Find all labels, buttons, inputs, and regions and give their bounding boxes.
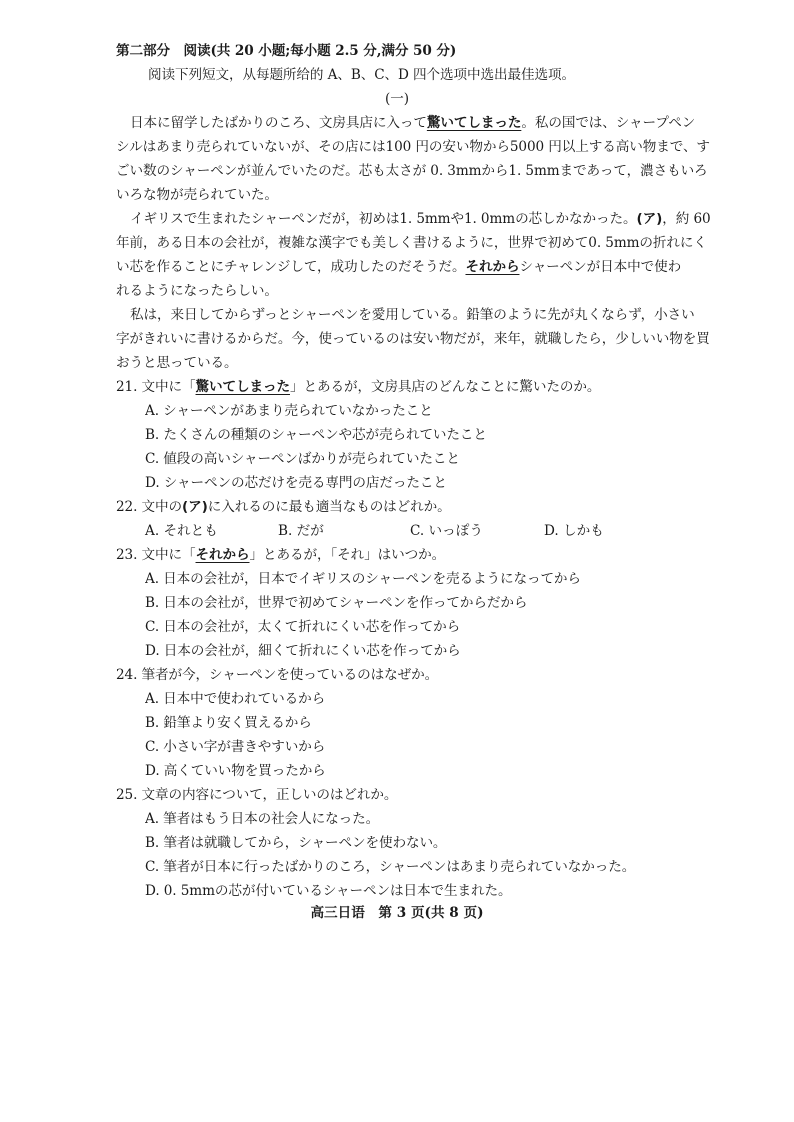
underlined-phrase: 驚いてしまった: [426, 115, 522, 131]
passage-p2-line1: [130, 207, 730, 231]
q24-option-c: C. 小さい字が書きやすいから: [145, 739, 326, 755]
passage-p1-line1: [130, 111, 730, 135]
passage-text: い芯を作ることにチャレンジして，成功したのだそうだ。: [116, 259, 466, 275]
passage-text: シャーペンが日本中で使わ: [519, 259, 682, 275]
q22-option-c: C. いっぽう: [410, 523, 483, 539]
passage-p2-line3: [116, 255, 716, 279]
q22-option-a: A. それとも: [145, 523, 218, 539]
passage-text: 。私の国では、シャープペン: [521, 115, 696, 131]
stem-text: 22. 文中の: [116, 499, 183, 515]
passage-text: 日本に留学したばかりのころ、文房具店に入って: [130, 115, 427, 131]
underlined-phrase: それから: [465, 259, 520, 275]
question-25-stem: 25. 文章の内容について，正しいのはどれか。: [116, 787, 398, 803]
q24-option-a: A. 日本中で使われているから: [145, 691, 326, 707]
section-instruction: 阅读下列短文，从每题所给的 A、B、C、D 四个选项中选出最佳选项。: [148, 67, 575, 83]
q25-option-b: B. 筆者は就職してから，シャーペンを使わない。: [145, 835, 447, 851]
q23-option-c: C. 日本の会社が，太くて折れにくい芯を作ってから: [145, 619, 461, 635]
passage-p3-line2: 字がきれいに書けるからだ。今，使っているのは安い物だが，来年，就職したら，少しいい物を買: [116, 331, 710, 347]
q23-option-a: A. 日本の会社が，日本でイギリスのシャーペンを売るようになってから: [145, 571, 581, 587]
underlined-phrase: 驚いてしまった: [195, 379, 290, 395]
question-22-stem: [116, 495, 716, 519]
blank-marker: (ア): [182, 499, 208, 515]
q21-option-a: A. シャーペンがあまり売られていなかったこと: [145, 403, 433, 419]
stem-text: 」とあるが，文房具店のどんなことに驚いたのか。: [289, 379, 601, 395]
q23-option-b: B. 日本の会社が，世界で初めてシャーペンを作ってからだから: [145, 595, 528, 611]
passage-p2-line2: 年前，ある日本の会社が，複雑な漢字でも美しく書けるように，世界で初めて0. 5mmの折れにく: [116, 235, 707, 251]
stem-text: に入れるのに最も適当なものはどれか。: [207, 499, 451, 515]
passage-p1-line4: いろな物が売られていた。: [116, 187, 278, 203]
passage-p3-line1: 私は，来日してからずっとシャーペンを愛用している。鉛筆のように先が丸くならず，小さい: [130, 307, 695, 323]
q24-option-d: D. 高くていい物を買ったから: [145, 763, 326, 779]
q22-option-b: B. だが: [278, 523, 324, 539]
q21-option-b: B. たくさんの種類のシャーペンや芯が売られていたこと: [145, 427, 487, 443]
passage-p2-line4: れるようになったらしい。: [116, 283, 278, 299]
q22-option-d: D. しかも: [544, 523, 604, 539]
section-heading: 第二部分 阅读(共 20 小题;每小题 2.5 分,满分 50 分): [116, 43, 457, 59]
q25-option-c: C. 筆者が日本に行ったばかりのころ，シャーペンはあまり売られていなかった。: [145, 859, 636, 875]
q24-option-b: B. 鉛筆より安く買えるから: [145, 715, 312, 731]
stem-text: 」とあるが，「それ」はいつか。: [249, 547, 446, 563]
q25-option-d: D. 0. 5mmの芯が付いているシャーペンは日本で生まれた。: [145, 883, 512, 899]
q25-option-a: A. 筆者はもう日本の社会人になった。: [145, 811, 380, 827]
page-footer: 高三日语 第 3 页(共 8 页): [310, 905, 484, 921]
passage-p3-line3: おうと思っている。: [116, 355, 238, 371]
passage-number: (一): [385, 91, 409, 107]
underlined-phrase: それから: [195, 547, 250, 563]
passage-p1-line3: ごい数のシャーペンが並んでいたのだ。芯も太さが 0. 3mmから1. 5mmまであって，濃さもいろ: [116, 163, 708, 179]
stem-text: 23. 文中に「: [116, 547, 196, 563]
q23-option-d: D. 日本の会社が，細くて折れにくい芯を作ってから: [145, 643, 461, 659]
q21-option-d: D. シャーペンの芯だけを売る専門の店だったこと: [145, 475, 447, 491]
question-21-stem: [116, 375, 716, 399]
passage-text: ，約 60: [662, 211, 711, 227]
question-24-stem: 24. 筆者が今，シャーペンを使っているのはなぜか。: [116, 667, 439, 683]
question-23-stem: [116, 543, 716, 567]
q21-option-c: C. 値段の高いシャーペンばかりが売られていたこと: [145, 451, 460, 467]
passage-text: イギリスで生まれたシャーペンだが，初めは1. 5mmや1. 0mmの芯しかなかった。: [130, 211, 637, 227]
stem-text: 21. 文中に「: [116, 379, 196, 395]
blank-marker: (ア): [636, 211, 663, 227]
q22-options: [145, 519, 705, 543]
passage-p1-line2: シルはあまり売られていないが、その店には100 円の安い物から5000 円以上する高い物まで、す: [116, 139, 710, 155]
